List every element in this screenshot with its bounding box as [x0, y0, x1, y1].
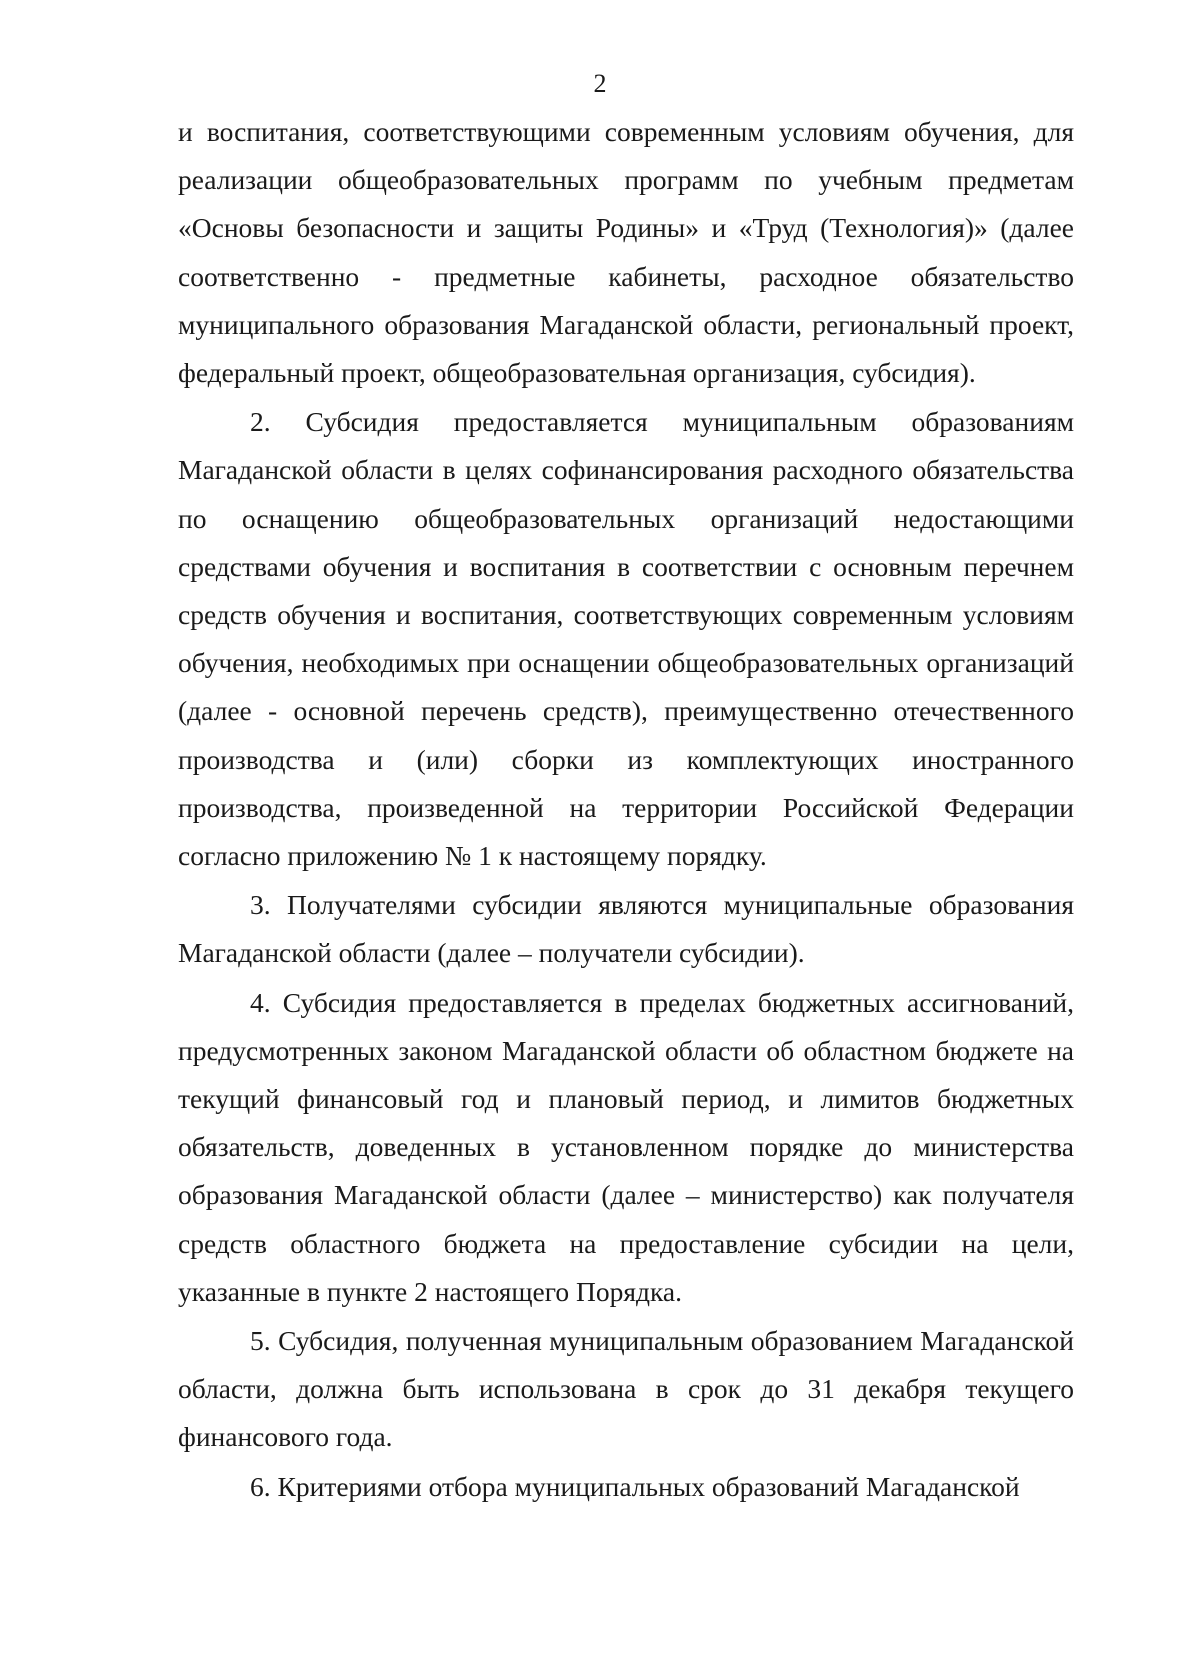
paragraph-1-continuation: и воспитания, соответствующими современным условиям обучения, для реализации общеобразовательных программ по учебным предметам «Основы безопасности и защиты Родины» и «Труд (Технология)» (далее соответственно - предметные кабинеты, расходное обязательство муниципального образования Магаданской области, региональный проект, федеральный проект, общеобразовательная организация, субсидия).	[178, 116, 1074, 389]
document-body	[178, 108, 1074, 1512]
paragraph-4: 4. Субсидия предоставляется в пределах бюджетных ассигнований, предусмотренных законом Магаданской области об областном бюджете на текущий финансовый год и плановый период, и лимитов бюджетных обязательств, доведенных в установленном порядке до министерства образования Магаданской области (далее – министерство) как получателя средств областного бюджета на предоставление субсидии на цели, указанные в пункте 2 настоящего Порядка.	[178, 986, 1074, 1307]
paragraph-3: 3. Получателями субсидии являются муниципальные образования Магаданской области (далее – получатели субсидии).	[178, 889, 1074, 969]
paragraph-2: 2. Субсидия предоставляется муниципальным образованиям Магаданской области в целях софинансирования расходного обязательства по оснащению общеобразовательных организаций недостающими средствами обучения и воспитания в соответствии с основным перечнем средств обучения и воспитания, соответствующих современным условиям обучения, необходимых при оснащении общеобразовательных организаций (далее - основной перечень средств), преимущественно отечественного производства и (или) сборки из комплектующих иностранного производства, произведенной на территории Российской Федерации согласно приложению № 1 к настоящему порядку.	[178, 406, 1074, 872]
page-number: 2	[593, 69, 607, 98]
paragraph-6: 6. Критериями отбора муниципальных образований Магаданской	[250, 1470, 1020, 1502]
paragraph-5: 5. Субсидия, полученная муниципальным образованием Магаданской области, должна быть использована в срок до 31 декабря текущего финансового года.	[178, 1325, 1074, 1453]
